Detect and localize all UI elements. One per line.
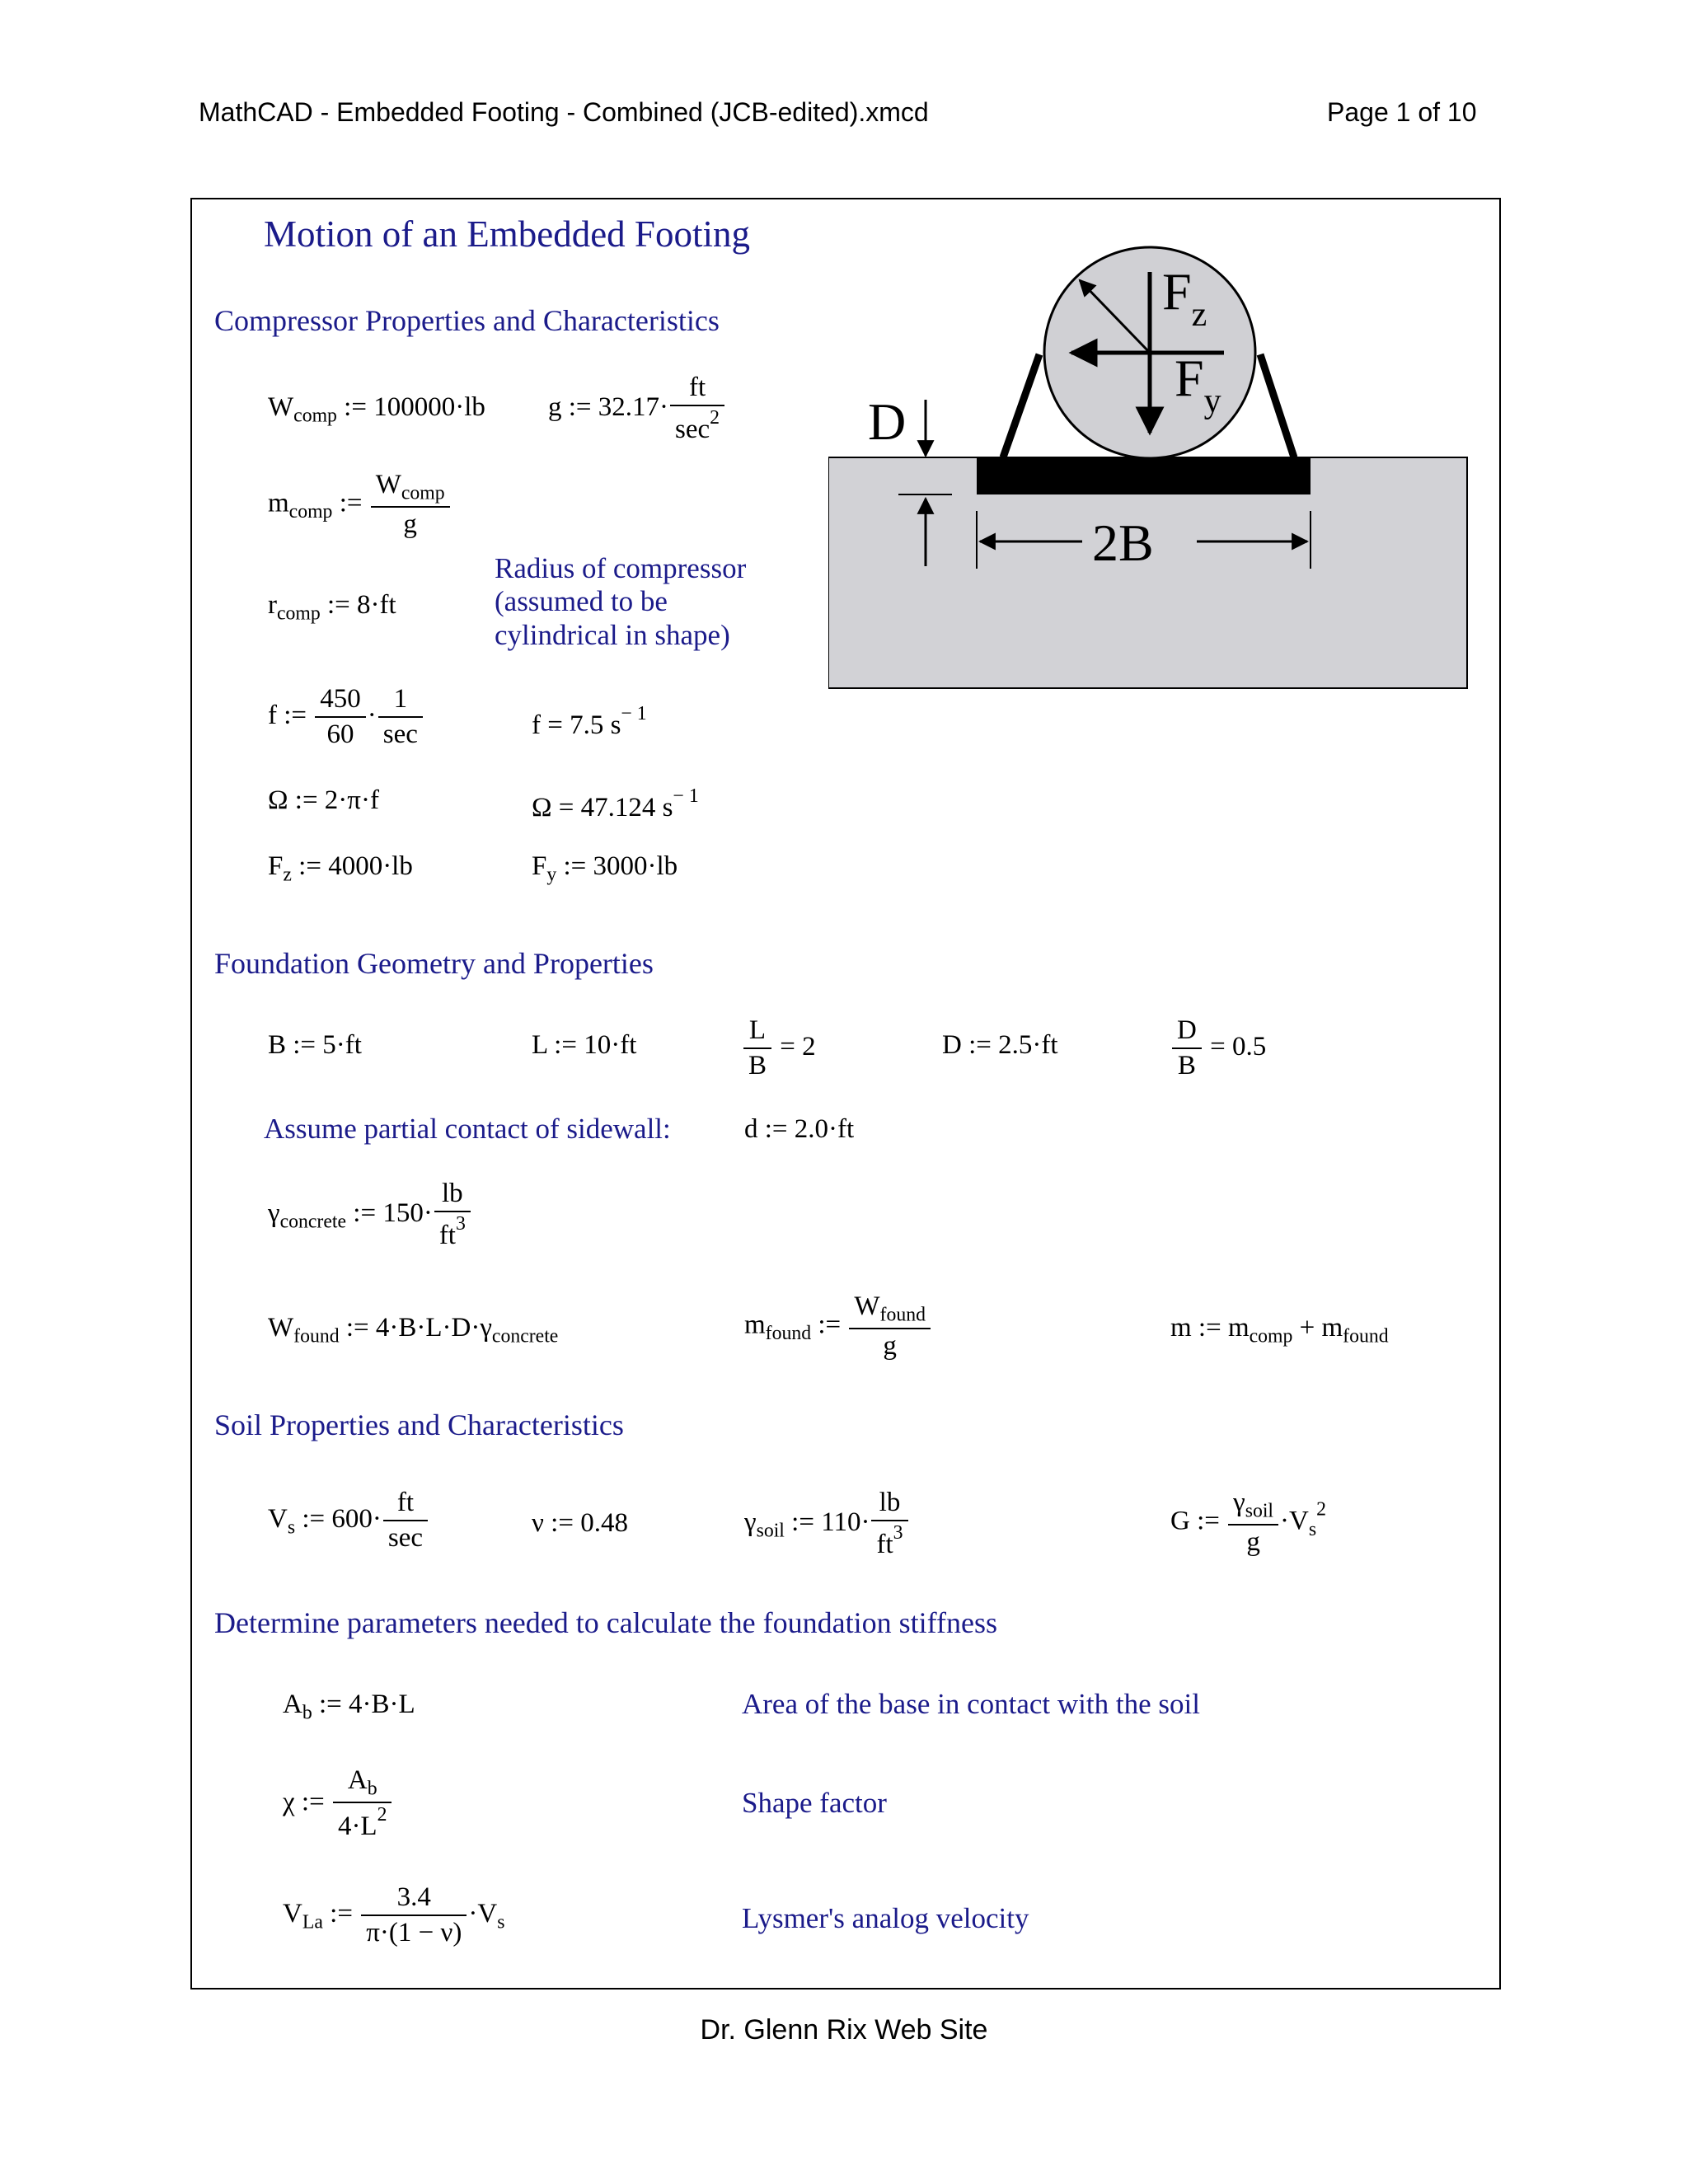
eq-mfound: $m_{found}$ := $\frac{W_{found}}{g}$	[744, 1290, 932, 1364]
eq-l: L := 10·ft	[532, 1030, 637, 1060]
document-title: MathCAD - Embedded Footing - Combined (JCB-edited).xmcd	[199, 97, 929, 127]
eq-shear-modulus: G := $\frac{\gamma_{soil}}{g}$ $\cdot V_s^2$	[1170, 1488, 1326, 1558]
note-radius: Radius of compressor (assumed to be cylindrical in shape)	[495, 552, 747, 651]
support-right	[1260, 354, 1294, 457]
eq-f-value: f = 7.5 $s^{- 1}$	[532, 703, 647, 741]
eq-f-def: f := $\frac{450}{60}$ · $\frac{1}{\sec}$	[268, 682, 424, 752]
page-current: 1	[1395, 97, 1411, 127]
depth-label: D	[868, 392, 907, 451]
heading-stiffness: Determine parameters needed to calculate the foundation stiffness	[214, 1606, 997, 1639]
eq-d: D := 2.5·ft	[942, 1030, 1058, 1060]
fy-label: $F_y$	[1175, 349, 1221, 420]
footing-diagram	[828, 243, 1479, 692]
eq-chi: χ := $\frac{A_b}{4\cdot L^2}$	[283, 1764, 393, 1844]
eq-wcomp: $W_{comp}$ := 100000·lb	[268, 392, 485, 427]
eq-omega-def: Ω := 2·π·f	[268, 785, 379, 815]
eq-b: B := 5·ft	[268, 1030, 362, 1060]
eq-ab: $A_b$ := 4·B·L	[283, 1690, 415, 1724]
eq-wfound: $W_{found}$ := $4\cdot B\cdot L\cdot D\cdot\gamma_{concrete}$	[268, 1313, 559, 1347]
eq-total-mass: m := $m_{comp} + m_{found}$	[1170, 1313, 1389, 1347]
heading-compressor: Compressor Properties and Characteristics	[214, 304, 720, 337]
eq-mcomp: $m_{comp}$ := $\frac{W_{comp}}{g}$	[268, 468, 452, 542]
width-label: 2B	[1092, 513, 1154, 572]
footer-text: Dr. Glenn Rix Web Site	[700, 2014, 988, 2046]
eq-sidewall-d: d := 2.0·ft	[744, 1114, 855, 1144]
eq-g: g := 32.17· $\frac{ft}{\sec^2}$	[548, 371, 726, 448]
eq-rcomp: $r_{comp}$ := 8·ft	[268, 590, 396, 625]
page-title: Motion of an Embedded Footing	[264, 213, 750, 255]
eq-omega-value: Ω = 47.124 $s^{- 1}$	[532, 785, 699, 823]
heading-foundation: Foundation Geometry and Properties	[214, 947, 654, 980]
eq-vla: $V_{La}$ := $\frac{3.4}{\pi\cdot(1 - \nu)}$ $\cdot V_s$	[283, 1882, 505, 1948]
page-of: of	[1418, 97, 1440, 127]
page-indicator	[1327, 97, 1476, 128]
support-left	[1003, 354, 1039, 457]
note-partial-contact: Assume partial contact of sidewall:	[264, 1113, 671, 1145]
note-area: Area of the base in contact with the soil	[742, 1688, 1200, 1720]
page-total: 10	[1447, 97, 1477, 127]
note-shape: Shape factor	[742, 1787, 887, 1819]
page-word: Page	[1327, 97, 1389, 127]
eq-gamma-concrete: $\gamma_{concrete}$ := 150· $\frac{lb}{ft^3}$	[268, 1177, 472, 1254]
eq-fy: $F_y$ := 3000·lb	[532, 851, 678, 886]
eq-vs: $V_s$ := 600· $\frac{ft}{\sec}$	[268, 1486, 429, 1556]
note-lysmer: Lysmer's analog velocity	[742, 1902, 1029, 1934]
fz-label: $F_z$	[1162, 262, 1207, 334]
eq-d-over-b: $\frac{D}{B}$ = 0.5	[1170, 1014, 1266, 1084]
heading-soil: Soil Properties and Characteristics	[214, 1408, 624, 1441]
eq-nu: ν := 0.48	[532, 1508, 628, 1538]
eq-fz: $F_z$ := 4000·lb	[268, 851, 413, 886]
eq-l-over-b: $\frac{L}{B}$ = 2	[742, 1014, 816, 1084]
eq-gamma-soil: $\gamma_{soil}$ := 110· $\frac{lb}{ft^3}$	[744, 1486, 910, 1563]
footing-slab	[977, 457, 1311, 494]
